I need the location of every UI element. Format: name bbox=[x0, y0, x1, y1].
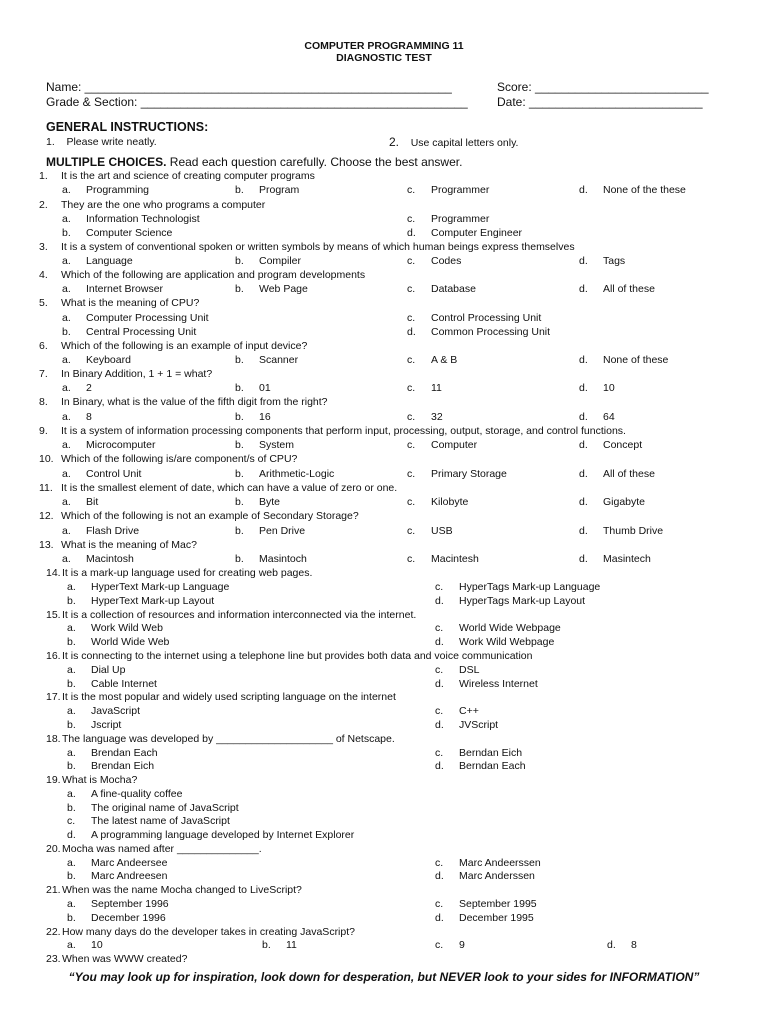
option-15d[interactable]: d. Work Wild Webpage bbox=[435, 636, 555, 648]
option-20d[interactable]: d. Marc Anderssen bbox=[435, 870, 535, 882]
option-19d[interactable]: d. A programming language developed by Internet Explorer bbox=[67, 829, 355, 841]
option-7b[interactable]: b. 01 bbox=[235, 382, 271, 394]
option-15a[interactable]: a. Work Wild Web bbox=[67, 622, 163, 634]
option-17b[interactable]: b. Jscript bbox=[67, 719, 122, 731]
test-subtitle: DIAGNOSTIC TEST bbox=[336, 52, 432, 64]
option-1d[interactable]: d. None of the these bbox=[579, 184, 686, 196]
option-6b[interactable]: b. Scanner bbox=[235, 354, 299, 366]
option-10c[interactable]: c. Primary Storage bbox=[407, 468, 507, 480]
option-2b[interactable]: b. Computer Science bbox=[62, 227, 173, 239]
instruction-1-text: Please write neatly. bbox=[66, 136, 157, 148]
question-6: 6. Which of the following is an example of input device? bbox=[39, 340, 308, 352]
question-5: 5. What is the meaning of CPU? bbox=[39, 297, 200, 309]
test-title: COMPUTER PROGRAMMING 11 bbox=[304, 40, 464, 52]
option-22d[interactable]: d. 8 bbox=[607, 939, 637, 951]
option-7a[interactable]: a. 2 bbox=[62, 382, 92, 394]
option-17d[interactable]: d. JVScript bbox=[435, 719, 499, 731]
multiple-choices-heading bbox=[46, 155, 462, 169]
option-21d[interactable]: d. December 1995 bbox=[435, 912, 534, 924]
general-instructions-heading: GENERAL INSTRUCTIONS: bbox=[46, 120, 209, 134]
option-22c[interactable]: c. 9 bbox=[435, 939, 465, 951]
option-12d[interactable]: d. Thumb Drive bbox=[579, 525, 664, 537]
option-18b[interactable]: b. Brendan Eich bbox=[67, 760, 155, 772]
option-11a[interactable]: a. Bit bbox=[62, 496, 99, 508]
option-21c[interactable]: c. September 1995 bbox=[435, 898, 537, 910]
option-12b[interactable]: b. Pen Drive bbox=[235, 525, 306, 537]
option-2c[interactable]: c. Programmer bbox=[407, 213, 490, 225]
option-3d[interactable]: d. Tags bbox=[579, 255, 626, 267]
question-10: 10. Which of the following is/are component/s of CPU? bbox=[39, 453, 298, 465]
question-3: 3. It is a system of conventional spoken or written symbols by means of which human beings express themselves bbox=[39, 241, 575, 253]
option-1c[interactable]: c. Programmer bbox=[407, 184, 490, 196]
option-5d[interactable]: d. Common Processing Unit bbox=[407, 326, 551, 338]
option-13b[interactable]: b. Masintoch bbox=[235, 553, 307, 565]
option-18d[interactable]: d. Berndan Each bbox=[435, 760, 526, 772]
question-8: 8. In Binary, what is the value of the fifth digit from the right? bbox=[39, 396, 328, 408]
name-field: Name: _______________________________________________________ bbox=[46, 80, 452, 94]
option-20a[interactable]: a. Marc Andeersee bbox=[67, 857, 168, 869]
question-14: 14.It is a mark-up language used for creating web pages. bbox=[46, 567, 313, 579]
option-5a[interactable]: a. Computer Processing Unit bbox=[62, 312, 209, 324]
score-field: Score: __________________________ bbox=[497, 80, 709, 94]
option-4b[interactable]: b. Web Page bbox=[235, 283, 308, 295]
option-9d[interactable]: d. Concept bbox=[579, 439, 643, 451]
multiple-choices-directions: Read each question carefully. Choose the best answer. bbox=[169, 155, 463, 169]
option-22a[interactable]: a. 10 bbox=[67, 939, 103, 951]
option-13d[interactable]: d. Masintech bbox=[579, 553, 651, 565]
date-field: Date: __________________________ bbox=[497, 95, 703, 109]
question-1: 1. It is the art and science of creating computer programs bbox=[39, 170, 315, 182]
option-9a[interactable]: a. Microcomputer bbox=[62, 439, 156, 451]
question-12: 12. Which of the following is not an example of Secondary Storage? bbox=[39, 510, 359, 522]
question-18: 18.The language was developed by ____________________ of Netscape. bbox=[46, 733, 395, 745]
option-1b[interactable]: b. Program bbox=[235, 184, 300, 196]
option-16a[interactable]: a. Dial Up bbox=[67, 664, 126, 676]
question-23: 23.When was WWW created? bbox=[46, 953, 188, 965]
option-8d[interactable]: d. 64 bbox=[579, 411, 615, 423]
question-17: 17.It is the most popular and widely used scripting language on the internet bbox=[46, 691, 396, 703]
option-14b[interactable]: b. HyperText Mark-up Layout bbox=[67, 595, 215, 607]
option-20b[interactable]: b. Marc Andreesen bbox=[67, 870, 168, 882]
question-20: 20.Mocha was named after ______________. bbox=[46, 843, 262, 855]
option-18a[interactable]: a. Brendan Each bbox=[67, 747, 158, 759]
option-16b[interactable]: b. Cable Internet bbox=[67, 678, 157, 690]
option-17a[interactable]: a. JavaScript bbox=[67, 705, 141, 717]
option-22b[interactable]: b. 11 bbox=[262, 939, 297, 951]
question-7: 7. In Binary Addition, 1 + 1 = what? bbox=[39, 368, 213, 380]
question-21: 21.When was the name Mocha changed to LiveScript? bbox=[46, 884, 302, 896]
option-8a[interactable]: a. 8 bbox=[62, 411, 92, 423]
option-20c[interactable]: c. Marc Andeerssen bbox=[435, 857, 541, 869]
option-2a[interactable]: a. Information Technologist bbox=[62, 213, 200, 225]
option-4d[interactable]: d. All of these bbox=[579, 283, 655, 295]
option-14d[interactable]: d. HyperTags Mark-up Layout bbox=[435, 595, 586, 607]
question-11: 11. It is the smallest element of date, which can have a value of zero or one. bbox=[39, 482, 398, 494]
option-10b[interactable]: b. Arithmetic-Logic bbox=[235, 468, 335, 480]
option-10a[interactable]: a. Control Unit bbox=[62, 468, 142, 480]
option-8b[interactable]: b. 16 bbox=[235, 411, 271, 423]
option-10d[interactable]: d. All of these bbox=[579, 468, 655, 480]
option-7d[interactable]: d. 10 bbox=[579, 382, 615, 394]
question-16: 16.It is connecting to the internet using a telephone line but provides both data and voice communication bbox=[46, 650, 533, 662]
option-6c[interactable]: c. A & B bbox=[407, 354, 458, 366]
instruction-1 bbox=[46, 136, 157, 148]
option-9c[interactable]: c. Computer bbox=[407, 439, 478, 451]
option-13a[interactable]: a. Macintosh bbox=[62, 553, 134, 565]
option-12a[interactable]: a. Flash Drive bbox=[62, 525, 140, 537]
option-6d[interactable]: d. None of these bbox=[579, 354, 669, 366]
instruction-2 bbox=[389, 135, 518, 149]
option-19b[interactable]: b. The original name of JavaScript bbox=[67, 802, 239, 814]
question-4: 4. Which of the following are application and program developments bbox=[39, 269, 366, 281]
option-1a[interactable]: a. Programming bbox=[62, 184, 150, 196]
grade-section-field: Grade & Section: _________________________________________________ bbox=[46, 95, 468, 109]
option-8c[interactable]: c. 32 bbox=[407, 411, 443, 423]
question-22: 22.How many days do the developer takes in creating JavaScript? bbox=[46, 926, 355, 938]
question-9: 9. It is a system of information processing components that perform input, processing, output, storage, and control functions. bbox=[39, 425, 626, 437]
option-6a[interactable]: a. Keyboard bbox=[62, 354, 131, 366]
option-4c[interactable]: c. Database bbox=[407, 283, 476, 295]
option-21b[interactable]: b. December 1996 bbox=[67, 912, 166, 924]
option-16c[interactable]: c. DSL bbox=[435, 664, 480, 676]
option-13c[interactable]: c. Macintesh bbox=[407, 553, 479, 565]
option-19c[interactable]: c. The latest name of JavaScript bbox=[67, 815, 230, 827]
question-13: 13. What is the meaning of Mac? bbox=[39, 539, 197, 551]
option-17c[interactable]: c. C++ bbox=[435, 705, 479, 717]
option-11b[interactable]: b. Byte bbox=[235, 496, 281, 508]
instruction-2-text: Use capital letters only. bbox=[410, 137, 519, 149]
option-19a[interactable]: a. A fine-quality coffee bbox=[67, 788, 183, 800]
option-11d[interactable]: d. Gigabyte bbox=[579, 496, 646, 508]
option-11c[interactable]: c. Kilobyte bbox=[407, 496, 469, 508]
option-4a[interactable]: a. Internet Browser bbox=[62, 283, 164, 295]
option-9b[interactable]: b. System bbox=[235, 439, 295, 451]
option-15b[interactable]: b. World Wide Web bbox=[67, 636, 170, 648]
instruction-2-number: 2. bbox=[389, 135, 400, 149]
option-15c[interactable]: c. World Wide Webpage bbox=[435, 622, 561, 634]
option-7c[interactable]: c. 11 bbox=[407, 382, 442, 394]
option-14c[interactable]: c. HyperTags Mark-up Language bbox=[435, 581, 601, 593]
option-5c[interactable]: c. Control Processing Unit bbox=[407, 312, 542, 324]
question-2: 2. They are the one who programs a computer bbox=[39, 199, 266, 211]
option-12c[interactable]: c. USB bbox=[407, 525, 453, 537]
question-19: 19.What is Mocha? bbox=[46, 774, 138, 786]
option-18c[interactable]: c. Berndan Eich bbox=[435, 747, 523, 759]
option-2d[interactable]: d. Computer Engineer bbox=[407, 227, 523, 239]
option-14a[interactable]: a. HyperText Mark-up Language bbox=[67, 581, 230, 593]
multiple-choices-label: MULTIPLE CHOICES. bbox=[46, 155, 167, 169]
option-3c[interactable]: c. Codes bbox=[407, 255, 462, 267]
option-16d[interactable]: d. Wireless Internet bbox=[435, 678, 538, 690]
option-21a[interactable]: a. September 1996 bbox=[67, 898, 169, 910]
question-15: 15.It is a collection of resources and information interconnected via the internet. bbox=[46, 609, 417, 621]
option-5b[interactable]: b. Central Processing Unit bbox=[62, 326, 197, 338]
option-3a[interactable]: a. Language bbox=[62, 255, 133, 267]
instruction-1-number: 1. bbox=[46, 136, 55, 148]
footer-quote: “You may look up for inspiration, look down for desperation, but NEVER look to your sides for INFORMATION” bbox=[68, 970, 700, 984]
option-3b[interactable]: b. Compiler bbox=[235, 255, 302, 267]
